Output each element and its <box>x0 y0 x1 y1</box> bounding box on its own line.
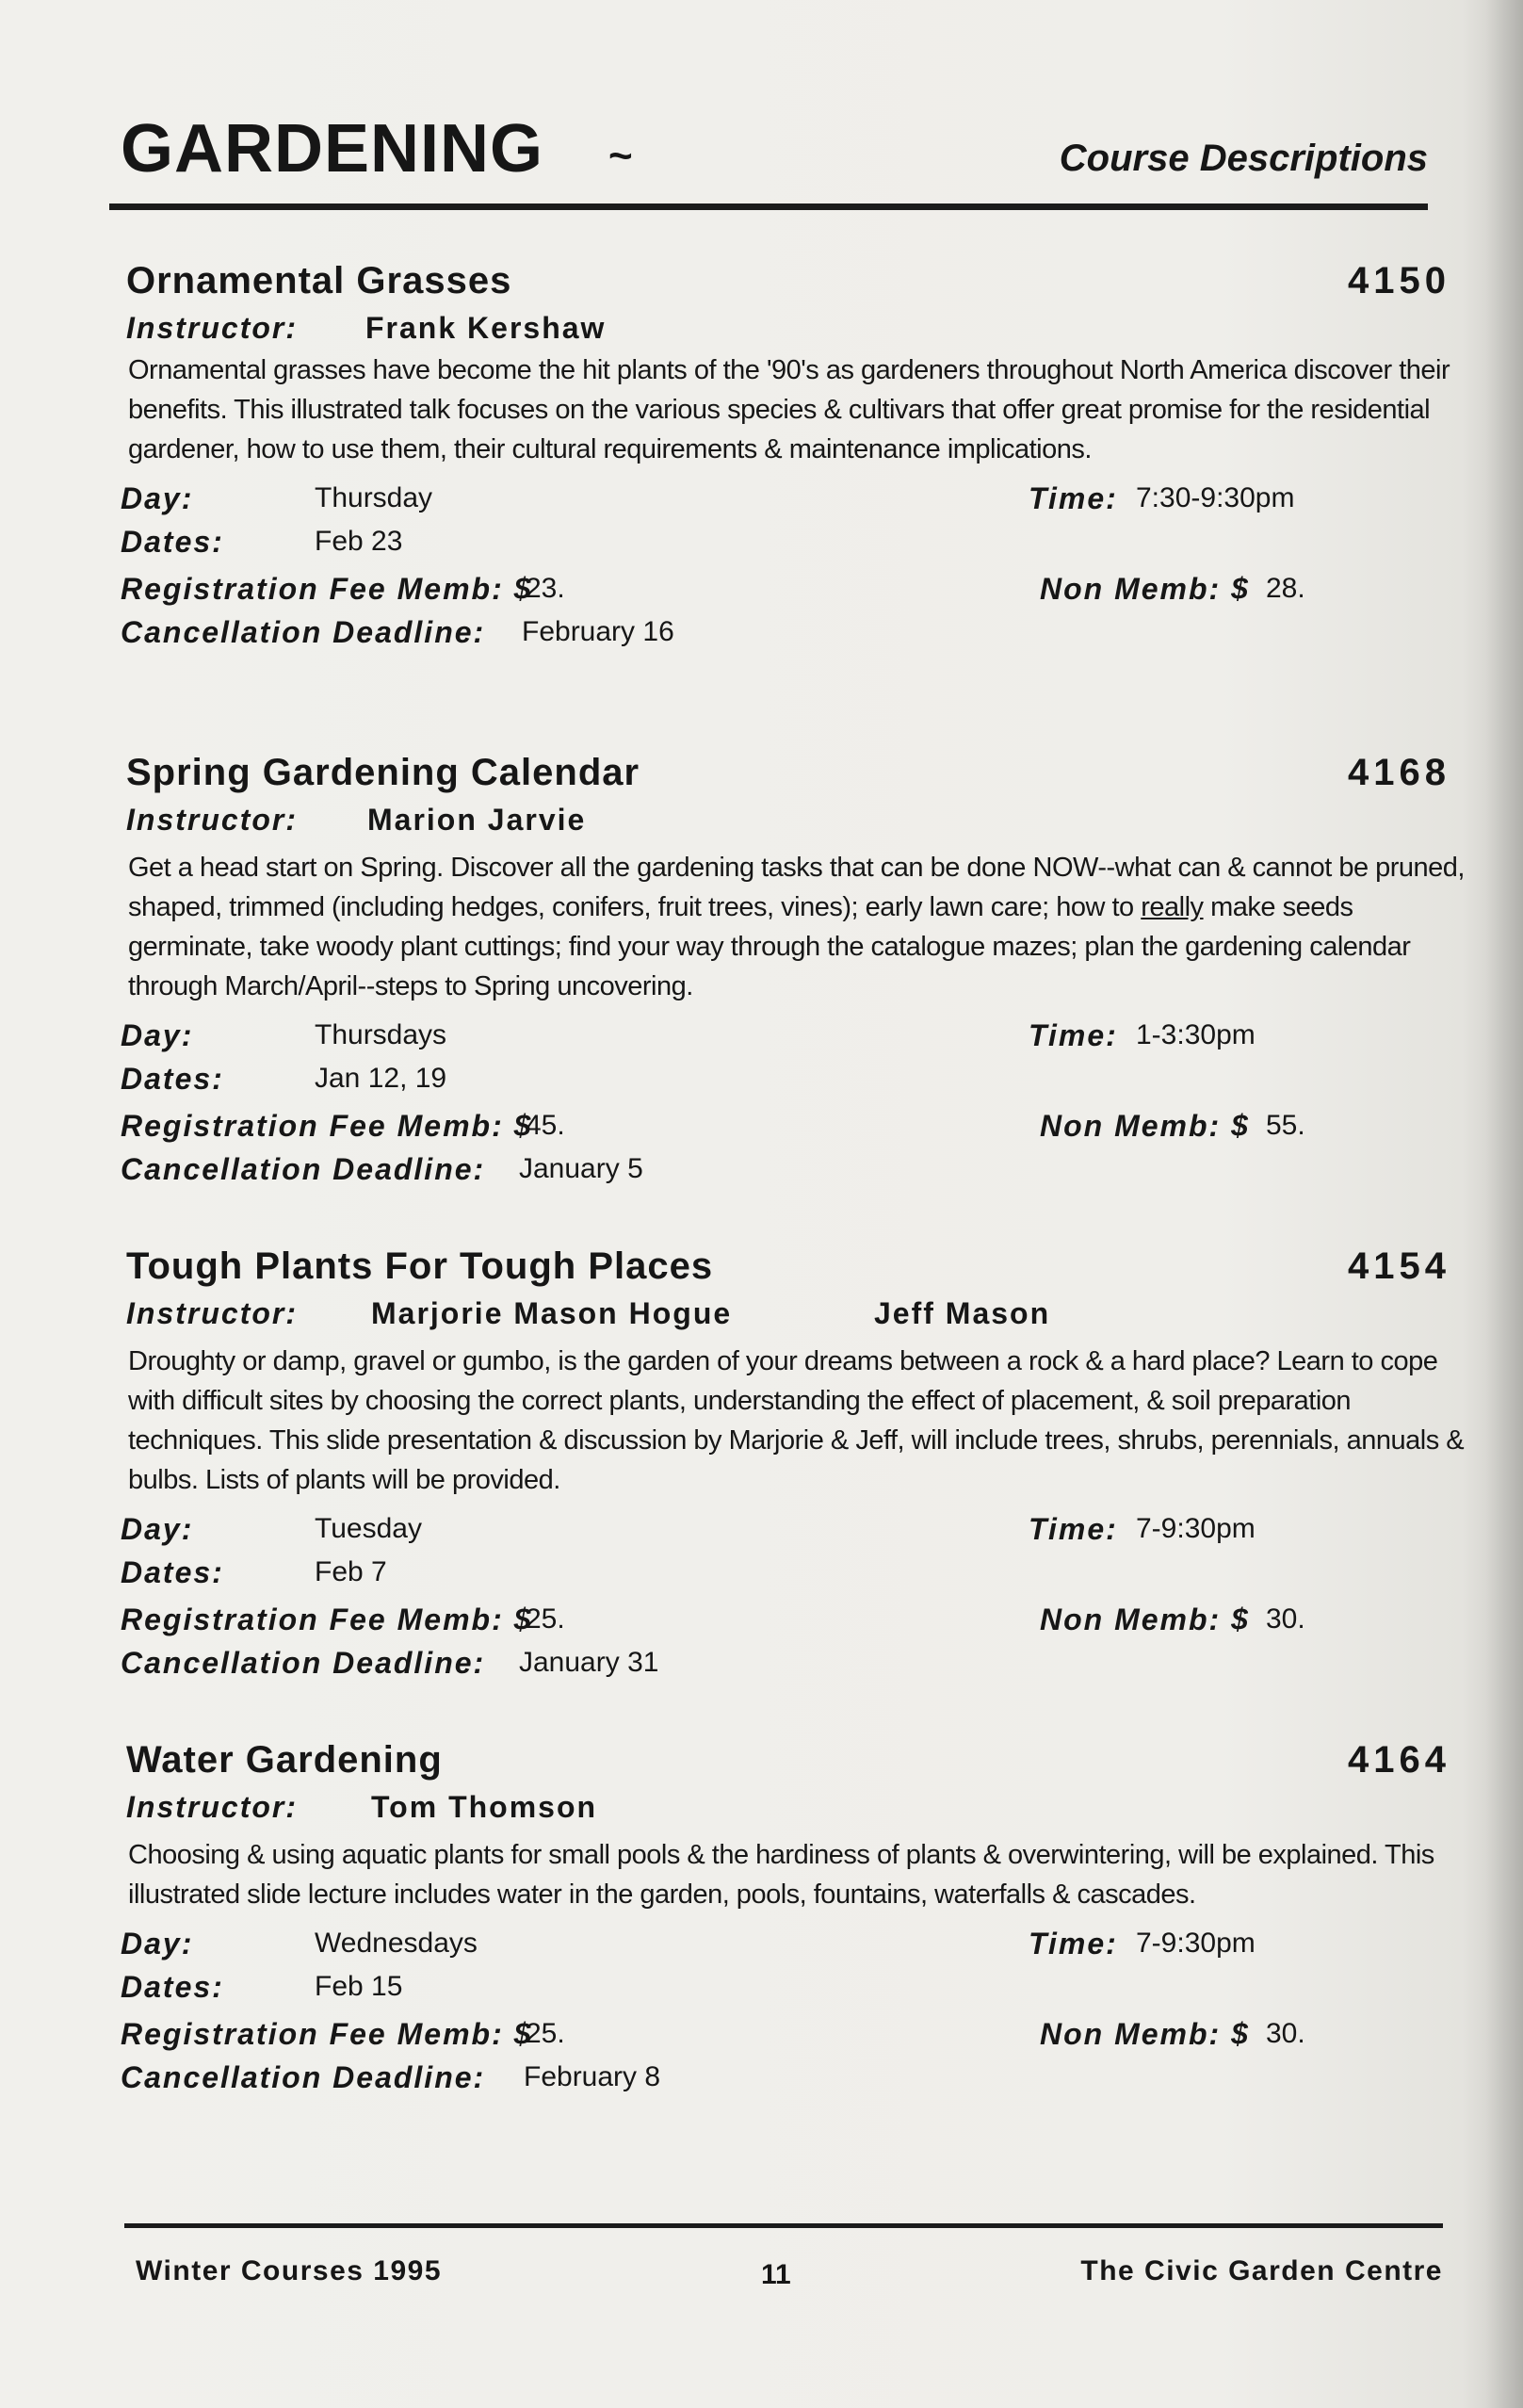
dates-value: Feb 7 <box>315 1556 387 1587</box>
page-number: 11 <box>761 2259 791 2290</box>
member-fee-value: 25. <box>526 1603 565 1635</box>
time-value: 7-9:30pm <box>1136 1928 1256 1959</box>
dates-value: Jan 12, 19 <box>315 1063 447 1094</box>
non-member-fee-value: 30. <box>1266 1603 1305 1635</box>
non-member-fee-label: Non Memb: $ <box>1040 1603 1250 1636</box>
dates-label: Dates: <box>121 1062 224 1096</box>
instructor-label: Instructor: <box>126 1296 298 1330</box>
day-label: Day: <box>121 1018 194 1052</box>
course-code: 4150 <box>1348 260 1450 301</box>
page-edge-shadow <box>1485 0 1523 2408</box>
non-member-fee-value: 28. <box>1266 573 1305 604</box>
instructor-label: Instructor: <box>126 1790 298 1824</box>
time-value: 1-3:30pm <box>1136 1019 1256 1050</box>
course-description: Choosing & using aquatic plants for small pools & the hardiness of plants & overwintering, will be explained. This illustrated slide lecture includes water in the garden, pools, fountains, waterfalls & cascades. <box>128 1840 1434 1910</box>
course-code: 4168 <box>1348 752 1450 793</box>
time-label: Time: <box>1029 1018 1118 1052</box>
day-value: Thursdays <box>315 1019 447 1050</box>
cancellation-label: Cancellation Deadline: <box>121 1152 486 1186</box>
second-instructor-name: Jeff Mason <box>874 1296 1051 1330</box>
non-member-fee-value: 55. <box>1266 1110 1305 1141</box>
member-fee-value: 23. <box>526 573 565 604</box>
course-code: 4164 <box>1348 1739 1450 1781</box>
time-label: Time: <box>1029 1512 1118 1546</box>
dates-label: Dates: <box>121 1970 224 2004</box>
day-value: Thursday <box>315 482 433 513</box>
registration-fee-label: Registration Fee Memb: $ <box>121 572 533 606</box>
instructor-label: Instructor: <box>126 803 298 837</box>
footer-season: Winter Courses 1995 <box>136 2255 443 2286</box>
description-text: make seeds germinate, take woody plant cuttings; find your way through the catalogue mazes; plan the gardening calendar through March/April--steps to Spring uncovering. <box>128 892 1411 1001</box>
course-code: 4154 <box>1348 1245 1450 1287</box>
cancellation-deadline-value: January 5 <box>519 1153 643 1184</box>
footer-rule <box>124 2223 1443 2228</box>
course-title: Spring Gardening Calendar <box>126 752 640 793</box>
dates-label: Dates: <box>121 1555 224 1589</box>
page-header <box>121 102 1428 207</box>
cancellation-label: Cancellation Deadline: <box>121 615 486 649</box>
non-member-fee-label: Non Memb: $ <box>1040 572 1250 606</box>
header-rule <box>109 203 1428 210</box>
description-underlined-text: really <box>1141 892 1204 922</box>
instructor-label: Instructor: <box>126 311 298 345</box>
course-entry <box>119 254 1450 661</box>
dates-value: Feb 23 <box>315 526 403 557</box>
instructor-name: Frank Kershaw <box>365 311 607 345</box>
day-value: Wednesdays <box>315 1928 478 1959</box>
time-value: 7:30-9:30pm <box>1136 482 1295 513</box>
course-title: Tough Plants For Tough Places <box>126 1245 714 1287</box>
cancellation-label: Cancellation Deadline: <box>121 2060 486 2094</box>
footer-organization: The Civic Garden Centre <box>1080 2255 1443 2286</box>
registration-fee-label: Registration Fee Memb: $ <box>121 2017 533 2051</box>
page-title: GARDENING <box>121 111 544 187</box>
non-member-fee-value: 30. <box>1266 2018 1305 2049</box>
course-title: Water Gardening <box>126 1739 443 1781</box>
course-entry <box>119 1240 1465 1692</box>
instructor-name: Tom Thomson <box>371 1790 598 1824</box>
registration-fee-label: Registration Fee Memb: $ <box>121 1603 533 1636</box>
non-member-fee-label: Non Memb: $ <box>1040 2017 1250 2051</box>
course-entry <box>119 1733 1450 2107</box>
cancellation-deadline-value: January 31 <box>519 1647 659 1678</box>
day-value: Tuesday <box>315 1513 422 1544</box>
non-member-fee-label: Non Memb: $ <box>1040 1109 1250 1143</box>
cancellation-deadline-value: February 16 <box>522 616 674 647</box>
instructor-name: Marjorie Mason Hogue <box>371 1296 733 1330</box>
dates-label: Dates: <box>121 525 224 559</box>
course-title: Ornamental Grasses <box>126 260 512 301</box>
time-label: Time: <box>1029 481 1118 515</box>
instructor-name: Marion Jarvie <box>367 803 587 837</box>
page-subtitle: Course Descriptions <box>1059 138 1428 179</box>
course-entry <box>119 746 1465 1198</box>
course-description <box>119 848 1484 1006</box>
time-label: Time: <box>1029 1927 1118 1961</box>
member-fee-value: 45. <box>526 1110 565 1141</box>
day-label: Day: <box>121 481 194 515</box>
member-fee-value: 25. <box>526 2018 565 2049</box>
cancellation-label: Cancellation Deadline: <box>121 1646 486 1680</box>
course-description: Droughty or damp, gravel or gumbo, is the garden of your dreams between a rock & a hard place? Learn to cope with difficult sites by choosing the correct plants, understanding the effect of placement, & soil preparation techniques. This slide presentation & discussion by Marjorie & Jeff, will include trees, shrubs, perennials, annuals & bulbs. Lists of plants will be provided. <box>128 1346 1465 1495</box>
time-value: 7-9:30pm <box>1136 1513 1256 1544</box>
title-separator: ~ <box>608 133 633 179</box>
day-label: Day: <box>121 1512 194 1546</box>
page-footer <box>124 2229 1443 2304</box>
cancellation-deadline-value: February 8 <box>524 2061 661 2092</box>
course-description: Ornamental grasses have become the hit plants of the '90's as gardeners throughout North America discover their benefits. This illustrated talk focuses on the various species & cultivars that offer great promise for the residential gardener, how to use them, their cultural requirements & maintenance implications. <box>128 355 1450 464</box>
registration-fee-label: Registration Fee Memb: $ <box>121 1109 533 1143</box>
description-text: Get a head start on Spring. Discover all the gardening tasks that can be done NOW--what can & cannot be pruned, shaped, trimmed (including hedges, conifers, fruit trees, vines); early lawn care; how to <box>128 853 1465 922</box>
day-label: Day: <box>121 1927 194 1961</box>
dates-value: Feb 15 <box>315 1971 403 2002</box>
